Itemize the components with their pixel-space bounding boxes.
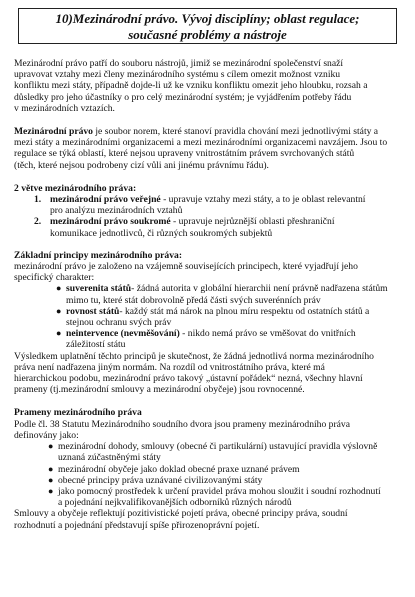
bullet-icon: ● [48,474,54,485]
branch-term: mezinárodní právo soukromé [50,216,171,228]
definition-line: mezi státy a mezinárodními organizacemi a mezi mezinárodními organizacemi navzájem. Jsou to [14,137,388,149]
branches-list [14,194,415,239]
branch-text: - upravuje nejrůznější oblasti přeshraniční [170,216,335,228]
principle-item [56,283,415,306]
principle-continuation: mimo tu, které stát dobrovolně předá části svých suverénních práv [66,294,321,306]
principle-item [56,305,415,329]
principle-continuation: stejnou ochranu svých práv [66,317,172,329]
sources-intro-line: Podle čl. 38 Statutu Mezinárodního soudního dvora jsou prameny mezinárodního práva [14,418,350,430]
branch-number: 2. [34,216,42,228]
definition-text: je soubor norem, které stanoví pravidla chování mezi jednotlivými státy a [92,126,379,138]
intro-line: důsledky pro jeho účastníky o pro celý mezinárodní systém; je vyjádřením potřeby řádu [14,91,352,103]
intro-paragraph [14,58,415,114]
source-item [48,441,415,464]
definition-first-line [14,126,415,137]
principles-outro-line: hierarchickou podobu, mezinárodní právo takový „ústavní pořádek“ nezná, všechny hlavní [14,373,363,385]
intro-line: v mezinárodních vztazích. [14,102,115,114]
source-continuation: uznaná zúčastněnými státy [58,452,161,464]
source-item [48,485,415,509]
bullet-icon: ● [48,463,54,474]
branch-term: mezinárodní právo veřejné [50,194,161,206]
principle-text: - každý stát má nárok na plnou míru respektu od ostatních států a [119,305,370,317]
title-line-2: současné problémy a nástroje [128,27,287,42]
intro-line: Mezinárodní právo patří do souboru nástrojů, jimiž se mezinárodní společenství snaží [14,58,344,69]
definition-line: regulace se týká oblastí, které nejsou upraveny vnitrostátním právem svrchovaných států [14,148,355,160]
intro-line: konfliktu mezi státy, případně dojde-li už ke vzniku konfliktu omezit jeho hloubku, rozsah a [14,80,368,92]
source-item [48,474,415,486]
source-text: jako pomocný prostředek k určení pravidel práva mohou sloužit i soudní rozhodnutí [58,485,381,497]
principle-text: - žádná autorita v globální hierarchii není právně nadřazena státům [131,283,388,295]
bullet-icon: ● [56,283,62,294]
principles-outro-line: prameny (tj.mezinárodní smlouvy a mezinárodní obyčeje) jsou rovnocenné. [14,384,305,396]
sources-intro-line: definovány jako: [14,429,79,441]
bullet-icon: ● [48,441,54,452]
source-text: obecné principy práva uznávané civilizovanými státy [58,474,263,486]
document-body [14,58,415,531]
definition-line: (těch, které nejsou podrobeny cizí vůli ani jinému právnímu řádu). [14,159,269,171]
principles-intro-line: specifický charakter: [14,272,95,284]
principle-text: - nikdo nemá právo se vměšovat do vnitřních [179,328,356,340]
sources-outro-line: Smlouvy a obyčeje reflektují pozitivistické pojetí práva, obecné principy práva, soudní [14,508,348,520]
principle-term: rovnost států [66,305,120,317]
branch-line [50,194,415,205]
branch-number: 1. [34,194,42,206]
intro-line: upravovat vztahy mezi členy mezinárodního systému s cílem omezit možnost vzniku [14,69,341,81]
bullet-icon: ● [56,305,62,316]
principles-outro [14,351,415,396]
bullet-icon: ● [48,485,54,496]
definition-paragraph [14,126,415,171]
bullet-icon: ● [56,328,62,339]
principle-line [66,306,415,317]
branch-item [34,216,415,239]
principle-continuation: záležitostí státu [66,339,126,351]
branch-line [50,216,415,227]
principles-heading: Základní principy mezinárodního práva: [14,249,183,261]
branch-continuation: pro analýzu mezinárodních vztahů [50,205,183,217]
principles-list [14,283,415,350]
branch-continuation: komunikace jednotlivců, či různých soukromých subjektů [50,227,273,239]
source-item [48,463,415,475]
principle-line [66,328,415,339]
page-title [18,8,397,44]
sources-outro-line: rozhodnutí a pojednání představují spíše přirozenoprávní pojetí. [14,519,260,531]
definition-term: Mezinárodní právo [14,126,93,138]
sources-list [14,441,415,508]
title-line-1: 10)Mezinárodní právo. Vývoj disciplíny; oblast regulace; [55,11,360,26]
principle-term: neintervence (nevměšování) [66,328,180,340]
principle-item [56,328,415,351]
branch-text: - upravuje vztahy mezi státy, a to je oblast relevantní [160,194,366,206]
principles-intro-line: mezinárodní právo je založeno na vzájemně souvisejících principech, které vyjadřují jeho [14,261,358,273]
branch-item [34,194,415,217]
principle-term: suverenita států [66,283,132,295]
sources-heading: Prameny mezinárodního práva [14,407,142,419]
source-text: mezinárodní obyčeje jako doklad obecné praxe uznané právem [58,463,300,475]
principles-outro-line: práva není nadřazena jiným normám. Na rozdíl od vnitrostátního práva, které má [14,361,325,373]
branches-heading: 2 větve mezinárodního práva: [14,182,137,194]
principles-outro-line: Výsledkem uplatnění těchto principů je skutečnost, že žádná jednotlivá norma mezinárodního [14,350,374,362]
source-text: mezinárodní dohody, smlouvy (obecné či partikulární) ustavující pravidla výslovně [58,441,378,453]
source-continuation: a pojednání nejkvalifikovanějších odborníků různých národů [58,497,292,509]
principle-line [66,283,415,294]
